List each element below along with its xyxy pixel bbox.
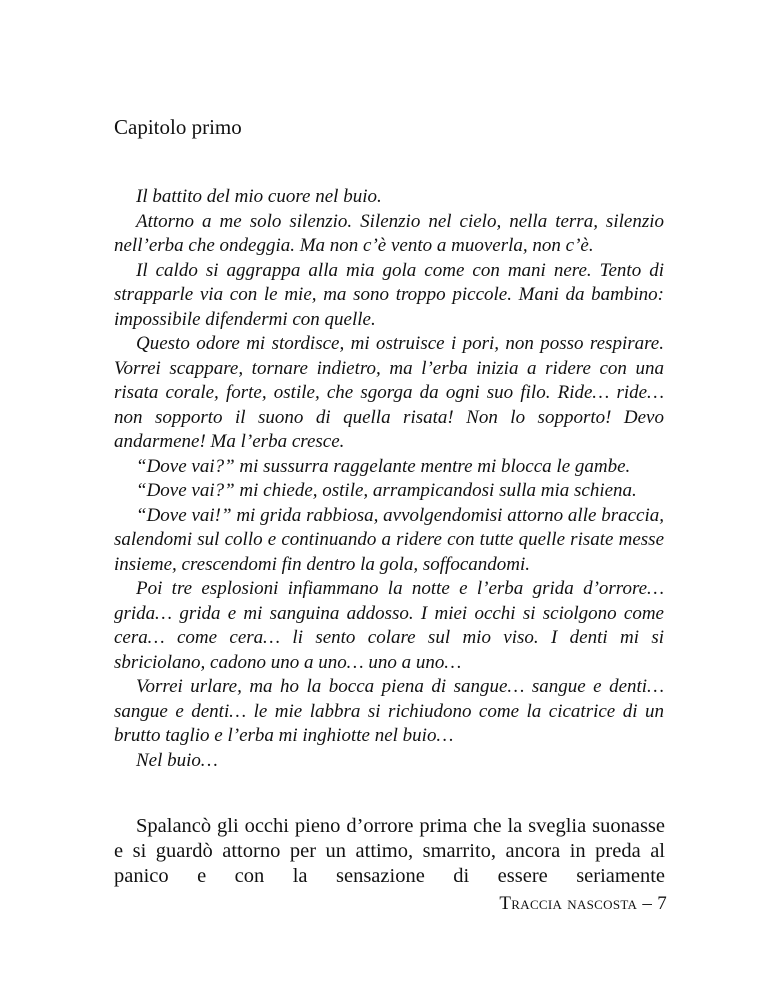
dream-paragraph: “Dove vai!” mi grida rabbiosa, avvolgendomisi attorno alle braccia, salendomi sul collo e continuando a ridere con tutte quelle risate messe insieme, crescendomi fin dentro la gola, soffocandomi.	[114, 504, 664, 575]
narrative-paragraph: Spalancò gli occhi pieno d’orrore prima che la sveglia suonasse e si guardò attorno per un attimo, smarrito, ancora in preda al panico e con la sensazione di essere seriamente	[114, 815, 665, 887]
dream-paragraph: Poi tre esplosioni infiammano la notte e l’erba grida d’orrore… grida… grida e mi sanguina addosso. I miei occhi si sciolgono come cera… come cera… li sento colare sul mio viso. I denti mi si sbriciolano, cadono uno a uno… uno a uno…	[114, 578, 664, 673]
dream-paragraph: Il battito del mio cuore nel buio.	[136, 186, 382, 207]
dream-paragraph: Vorrei urlare, ma ho la bocca piena di sangue… sangue e denti… sangue e denti… le mie labbra si richiudono come la cicatrice di un brutto taglio e l’erba mi inghiotte nel buio…	[114, 676, 664, 746]
narrative-text	[114, 814, 665, 889]
dream-paragraph: “Dove vai?” mi chiede, ostile, arrampicandosi sulla mia schiena.	[136, 480, 637, 501]
running-title: Traccia nascosta	[499, 893, 638, 914]
page-number: 7	[657, 893, 667, 914]
dream-paragraph: Attorno a me solo silenzio. Silenzio nel cielo, nella terra, silenzio nell’erba che ondeggia. Ma non c’è vento a muoverla, non c’è.	[114, 210, 664, 256]
dream-paragraph: Questo odore mi stordisce, mi ostruisce i pori, non posso respirare. Vorrei scappare, tornare indietro, ma l’erba inizia a ridere con una risata corale, forte, ostile, che sgorga da ogni suo filo. Ride… ride… non sopporto il suono di quella risata! Non lo sopporto! Devo andarmene! Ma l’erba cresce.	[114, 333, 664, 452]
chapter-heading: Capitolo primo	[114, 115, 242, 139]
dream-paragraph: Nel buio…	[136, 749, 218, 771]
dream-paragraph: Il caldo si aggrappa alla mia gola come con mani nere. Tento di strapparle via con le mie, ma sono troppo piccole. Mani da bambino: impossibile difendermi con quelle.	[114, 259, 664, 330]
running-footer	[499, 892, 667, 916]
dream-paragraph: “Dove vai?” mi sussurra raggelante mentre mi blocca le gambe.	[136, 455, 631, 477]
footer-separator: –	[642, 893, 653, 914]
dream-sequence	[114, 185, 664, 773]
